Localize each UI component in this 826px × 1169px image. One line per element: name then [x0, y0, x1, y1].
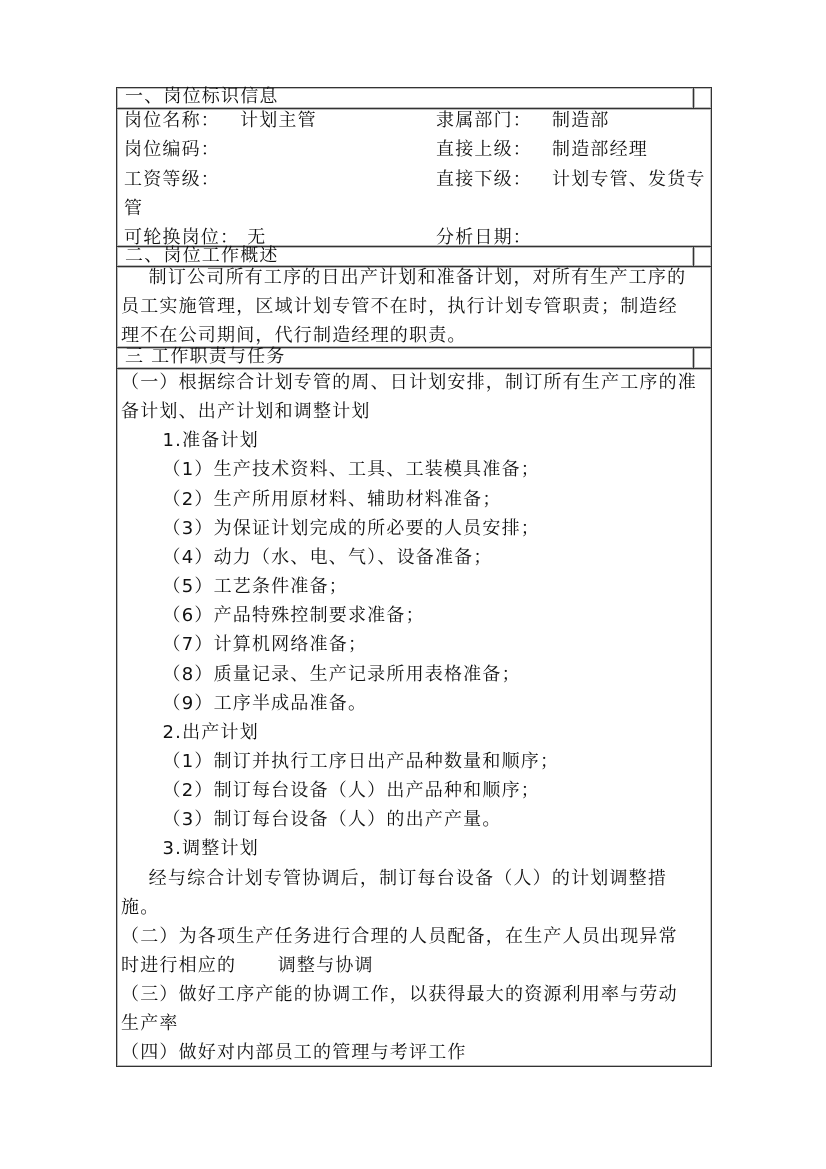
info-field-left: [124, 194, 240, 223]
info-r-label: 直接下级：: [436, 168, 532, 190]
text-line: 施。: [121, 896, 160, 918]
text-line: 制订公司所有工序的日出产计划和准备计划，对所有生产工序的: [121, 267, 687, 288]
text-line: 经与综合计划专管协调后，制订每台设备（人）的计划调整措: [121, 867, 668, 889]
info-r-value: 计划专管、发货专: [552, 168, 706, 190]
section3-header-side-cell: [693, 347, 712, 369]
text-line: 3.调整计划: [121, 838, 259, 860]
info-l-value: 无: [247, 227, 267, 249]
section3-title: 三 工作职责与任务: [125, 346, 286, 367]
info-field-left: [124, 135, 240, 164]
text-line: 生产率: [121, 1013, 179, 1035]
section1-title: 一、岗位标识信息: [125, 86, 279, 107]
text-line: （5）工艺条件准备；: [121, 576, 348, 598]
info-l-label: 岗位编码：: [124, 139, 220, 161]
text-line: 时进行相应的 调整与协调: [121, 955, 374, 976]
text-line: （2）制订每台设备（人）出产品种和顺序；: [121, 780, 540, 802]
info-l-label: 可轮换岗位：: [124, 227, 240, 249]
info-field-right: [436, 135, 648, 164]
info-r-value: 制造部经理: [552, 139, 648, 161]
section3-header: [116, 347, 694, 369]
text-line: 理不在公司期间，代行制造经理的职责。: [121, 325, 467, 346]
section2-title: 二、岗位工作概述: [125, 245, 279, 266]
text-line: 备计划、出产计划和调整计划: [121, 401, 371, 423]
info-field-right: [436, 165, 706, 194]
text-line: （8）质量记录、生产记录所用表格准备；: [121, 663, 521, 685]
info-r-label: 直接上级：: [436, 139, 532, 161]
text-line: （三）做好工序产能的协调工作，以获得最大的资源利用率与劳动: [121, 984, 678, 1006]
text-line: 员工实施管理，区域计划专管不在时，执行计划专管职责；制造经: [121, 296, 678, 317]
text-line: 1.准备计划: [121, 430, 259, 452]
text-line: （7）计算机网络准备；: [121, 634, 368, 656]
text-line: （4）动力（水、电、气）、设备准备；: [121, 546, 493, 568]
text-line: （四）做好对内部员工的管理与考评工作: [121, 1042, 467, 1064]
text-line: （6）产品特殊控制要求准备；: [121, 605, 425, 627]
info-r-label: 分析日期：: [436, 227, 532, 249]
info-field-left: [124, 165, 240, 194]
text-line: （一）根据综合计划专管的周、日计划安排，制订所有生产工序的准: [121, 372, 697, 393]
text-line: （1）制订并执行工序日出产品种数量和顺序；: [121, 750, 560, 772]
info-l-label: 管: [124, 197, 144, 219]
text-line: （2）生产所用原材料、辅助材料准备；: [121, 488, 502, 510]
info-r-value: 制造部: [552, 110, 610, 131]
text-line: （9）工序半成品准备。: [121, 692, 368, 714]
info-l-label: 岗位名称：: [124, 110, 220, 131]
section2-body: [116, 266, 712, 348]
info-r-label: 隶属部门：: [436, 110, 532, 131]
section1-header-side-cell: [693, 87, 712, 109]
info-l-value: 计划主管: [240, 110, 317, 131]
text-line: （二）为各项生产任务进行合理的人员配备，在生产人员出现异常: [121, 925, 678, 947]
section1-info-table: [116, 108, 712, 247]
text-line: （3）制订每台设备（人）的出产产量。: [121, 809, 502, 831]
section3-body: [116, 368, 712, 1067]
section2-header-side-cell: [693, 246, 712, 267]
text-line: （1）生产技术资料、工具、工装模具准备；: [121, 459, 540, 481]
info-field-left: [124, 106, 317, 135]
text-line: 2.出产计划: [121, 721, 259, 743]
info-field-right: [436, 106, 610, 135]
info-l-label: 工资等级：: [124, 168, 220, 190]
text-line: （3）为保证计划完成的所必要的人员安排；: [121, 517, 540, 539]
